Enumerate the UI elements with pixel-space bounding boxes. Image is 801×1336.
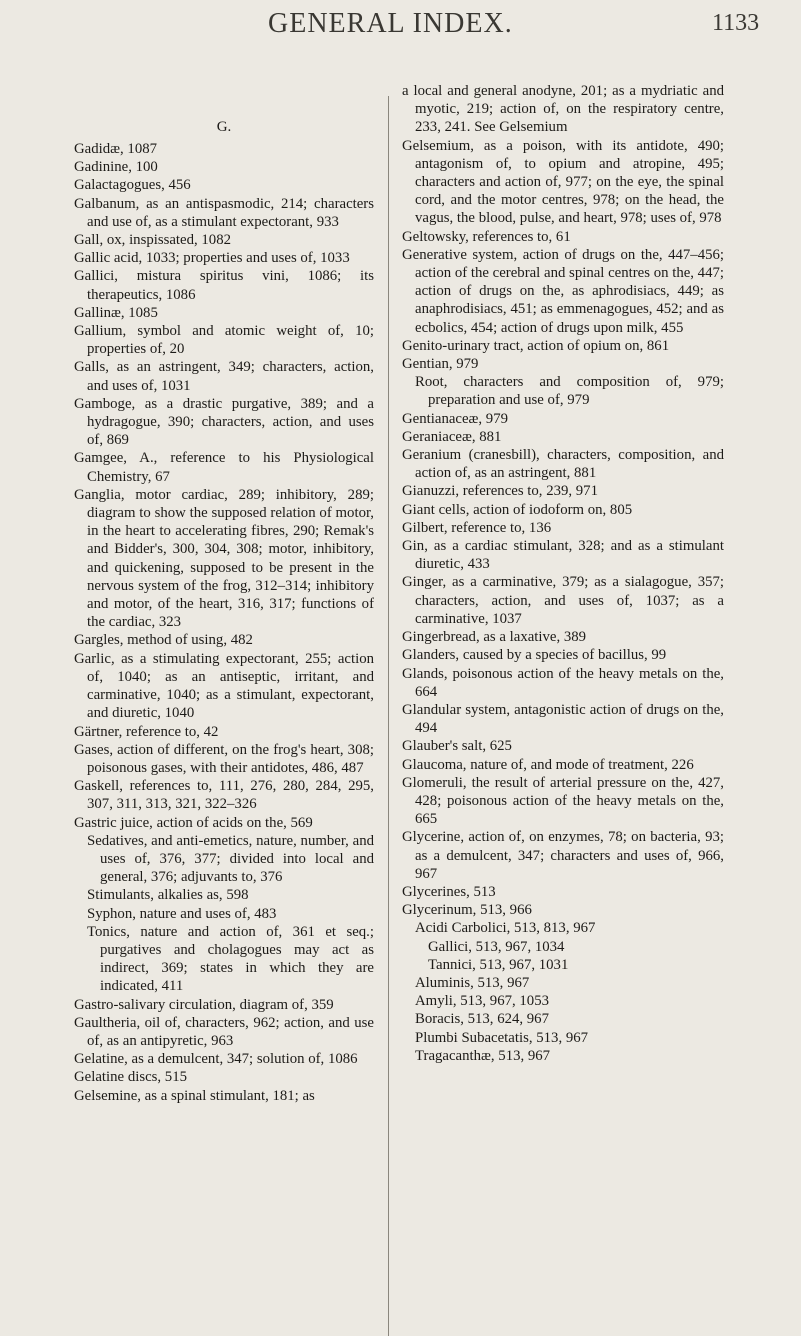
index-entry: Gingerbread, as a laxative, 389 <box>402 629 587 646</box>
index-entry: Gilbert, reference to, 136 <box>402 519 552 536</box>
index-entry: Gaskell, references to, 111, 276, 280, 284, 295, 307, 311, 313, 321, 322–326 <box>74 778 374 813</box>
column-divider <box>388 96 389 1336</box>
index-entry: Plumbi Subacetatis, 513, 967 <box>415 1029 589 1046</box>
index-entry: Geraniaceæ, 881 <box>402 428 502 445</box>
index-entry: Glycerine, action of, on enzymes, 78; on bacteria, 93; as a demulcent, 347; characters and uses of, 966, 967 <box>402 829 724 882</box>
index-entry: Tonics, nature and action of, 361 et seq.; purgatives and cholagogues may act as indirect, 369; states in which they are indicated, 411 <box>87 923 374 995</box>
index-entry: Glanders, caused by a species of bacillus, 99 <box>402 647 667 664</box>
index-entry: Generative system, action of drugs on the, 447–456; action of the cerebral and spinal centres on the, 447; action of drugs on the, as aphrodisiacs, 449; as anaphrodisiacs, 451; as emmenagogues, 452; and as ecbolics, 454; action of drugs upon milk, 455 <box>402 246 724 336</box>
index-entry: Root, characters and composition of, 979; preparation and use of, 979 <box>415 374 724 409</box>
index-column-left <box>74 118 374 1318</box>
index-entry: Gelatine discs, 515 <box>74 1069 188 1086</box>
index-entry: Gamgee, A., reference to his Physiological Chemistry, 67 <box>74 450 374 485</box>
index-entry: Ganglia, motor cardiac, 289; inhibitory, 289; diagram to show the supposed relation of motor, in the heart to accelerating fibres, 290; Remak's and Bidder's, 300, 304, 308; motor, inhibitory, and quickening, supposed to be present in the nervous system of the frog, 312–314; inhibitory and motor, of the heart, 316, 317; functions of the cardiac, 323 <box>74 486 374 631</box>
index-entry: Gianuzzi, references to, 239, 971 <box>402 483 598 500</box>
index-entry: Gentian, 979 <box>402 356 479 373</box>
entry-list-right <box>402 82 724 1065</box>
index-entry: Gadidæ, 1087 <box>74 141 158 157</box>
index-entry: Gin, as a cardiac stimulant, 328; and as a stimulant diuretic, 433 <box>402 538 724 573</box>
index-entry: Glomeruli, the result of arterial pressure on the, 427, 428; poisonous action of the heavy metals on the, 665 <box>402 774 724 828</box>
index-entry: Amyli, 513, 967, 1053 <box>415 993 549 1010</box>
index-entry: Geranium (cranesbill), characters, composition, and action of, as an astringent, 881 <box>402 447 724 482</box>
index-entry: Gentianaceæ, 979 <box>402 410 509 427</box>
index-entry: Glandular system, antagonistic action of drugs on the, 494 <box>402 701 724 737</box>
index-entry: Glaucoma, nature of, and mode of treatment, 226 <box>402 756 694 773</box>
index-entry: Tragacanthæ, 513, 967 <box>415 1047 551 1064</box>
index-entry: Gallici, mistura spiritus vini, 1086; its therapeutics, 1086 <box>74 268 374 303</box>
index-entry: Gargles, method of using, 482 <box>74 632 253 649</box>
index-entry: Syphon, nature and uses of, 483 <box>87 905 277 922</box>
index-entry: Glands, poisonous action of the heavy metals on the, 664 <box>402 665 724 700</box>
section-letter: G. <box>216 119 232 135</box>
index-entry: Gelsemine, as a spinal stimulant, 181; as <box>74 1087 315 1104</box>
index-entry: Geltowsky, references to, 61 <box>402 228 571 245</box>
index-entry: Gadinine, 100 <box>74 159 158 176</box>
index-entry: Gärtner, reference to, 42 <box>74 723 219 740</box>
index-entry: Gallinæ, 1085 <box>74 304 158 321</box>
page-header <box>0 6 801 46</box>
index-entry: Gastro-salivary circulation, diagram of, 359 <box>74 996 334 1013</box>
index-entry: Galls, as an astringent, 349; characters, action, and uses of, 1031 <box>74 359 374 394</box>
index-entry: Galactagogues, 456 <box>74 177 191 194</box>
index-entry: Acidi Carbolici, 513, 813, 967 <box>415 920 596 937</box>
index-entry: Garlic, as a stimulating expectorant, 255; action of, 1040; as an antiseptic, irritant, and carminative, 1040; as a stimulant, expectorant, and diuretic, 1040 <box>74 650 374 722</box>
index-entry: Tannici, 513, 967, 1031 <box>428 956 569 973</box>
index-entry: Gastric juice, action of acids on the, 569 <box>74 814 313 831</box>
index-entry: Boracis, 513, 624, 967 <box>415 1011 549 1028</box>
entry-list-left <box>74 140 374 1105</box>
index-entry: Genito-urinary tract, action of opium on, 861 <box>402 337 670 354</box>
index-entry: Gall, ox, inspissated, 1082 <box>74 232 232 249</box>
index-entry: Glycerines, 513 <box>402 883 496 900</box>
index-entry: Gaultheria, oil of, characters, 962; action, and use of, as an antipyretic, 963 <box>74 1014 374 1049</box>
index-entry: Aluminis, 513, 967 <box>415 974 530 991</box>
index-entry: Glauber's salt, 625 <box>402 738 512 755</box>
index-entry: a local and general anodyne, 201; as a mydriatic and myotic, 219; action of, on the respiratory centre, 233, 241. See Gelsemium <box>402 83 724 136</box>
index-entry: Ginger, as a carminative, 379; as a sialagogue, 357; characters, action, and uses of, 1037; as a carminative, 1037 <box>402 574 724 627</box>
index-entry: Galbanum, as an antispasmodic, 214; characters and use of, as a stimulant expectorant, 933 <box>74 195 374 230</box>
index-column-right <box>402 82 724 1282</box>
index-entry: Stimulants, alkalies as, 598 <box>87 887 249 904</box>
index-entry: Gelatine, as a demulcent, 347; solution of, 1086 <box>74 1051 358 1068</box>
running-title: GENERAL INDEX. <box>268 8 513 39</box>
index-entry: Gelsemium, as a poison, with its antidote, 490; antagonism of, to opium and atropine, 495; characters and action of, 977; on the eye, the spinal cord, and the motor centres, 978; on the head, the vagus, the blood, pulse, and heart, 978; uses of, 978 <box>402 137 724 227</box>
index-entry: Gamboge, as a drastic purgative, 389; and a hydragogue, 390; characters, action, and uses of, 869 <box>74 395 374 449</box>
index-entry: Glycerinum, 513, 966 <box>402 902 532 919</box>
index-entry: Gases, action of different, on the frog's heart, 308; poisonous gases, with their antidotes, 486, 487 <box>74 741 374 776</box>
index-entry: Gallium, symbol and atomic weight of, 10; properties of, 20 <box>74 323 374 358</box>
index-entry: Gallic acid, 1033; properties and uses of, 1033 <box>74 250 350 267</box>
index-entry: Gallici, 513, 967, 1034 <box>428 938 565 955</box>
index-entry: Sedatives, and anti-emetics, nature, number, and uses of, 376, 377; divided into local and general, 376; adjuvants to, 376 <box>87 832 374 886</box>
page-number: 1133 <box>712 10 760 36</box>
index-entry: Giant cells, action of iodoform on, 805 <box>402 501 633 518</box>
